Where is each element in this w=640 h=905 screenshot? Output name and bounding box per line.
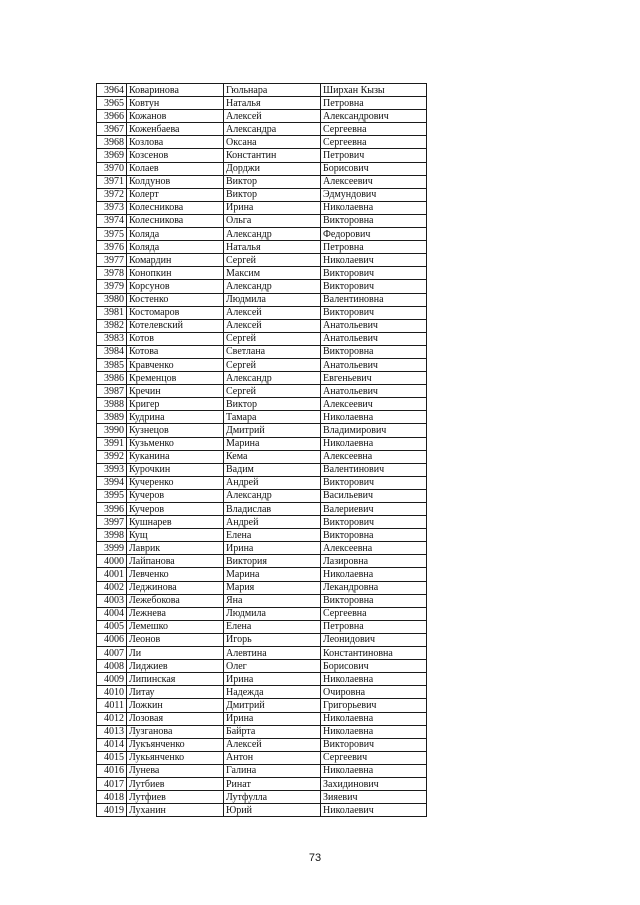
patronymic-cell: Алексеевич: [321, 175, 427, 188]
last-name-cell: Котова: [127, 345, 224, 358]
patronymic-cell: Анатольевич: [321, 332, 427, 345]
row-number-cell: 3970: [97, 162, 127, 175]
row-number-cell: 3988: [97, 398, 127, 411]
first-name-cell: Дмитрий: [224, 699, 321, 712]
patronymic-cell: Очировна: [321, 686, 427, 699]
table-row: [97, 188, 427, 201]
patronymic-cell: Сергеевна: [321, 607, 427, 620]
row-number-cell: 3986: [97, 372, 127, 385]
first-name-cell: Ирина: [224, 201, 321, 214]
last-name-cell: Луханин: [127, 804, 224, 817]
first-name-cell: Ирина: [224, 542, 321, 555]
first-name-cell: Марина: [224, 568, 321, 581]
table-body: [97, 84, 427, 817]
patronymic-cell: Викторовна: [321, 529, 427, 542]
patronymic-cell: Анатольевич: [321, 385, 427, 398]
patronymic-cell: Леонидович: [321, 633, 427, 646]
last-name-cell: Котелевский: [127, 319, 224, 332]
last-name-cell: Лежебокова: [127, 594, 224, 607]
table-row: [97, 633, 427, 646]
last-name-cell: Кушнарев: [127, 516, 224, 529]
page-number: 73: [308, 852, 322, 864]
last-name-cell: Козсенов: [127, 149, 224, 162]
table-row: [97, 319, 427, 332]
patronymic-cell: Васильевич: [321, 489, 427, 502]
first-name-cell: Виктория: [224, 555, 321, 568]
row-number-cell: 4014: [97, 738, 127, 751]
first-name-cell: Гюльнара: [224, 84, 321, 97]
row-number-cell: 3995: [97, 489, 127, 502]
table-row: [97, 385, 427, 398]
last-name-cell: Кременцов: [127, 372, 224, 385]
table-row: [97, 712, 427, 725]
first-name-cell: Светлана: [224, 345, 321, 358]
patronymic-cell: Викторович: [321, 476, 427, 489]
row-number-cell: 3975: [97, 228, 127, 241]
last-name-cell: Комардин: [127, 254, 224, 267]
row-number-cell: 3976: [97, 241, 127, 254]
last-name-cell: Колерт: [127, 188, 224, 201]
table-row: [97, 568, 427, 581]
patronymic-cell: Николаевна: [321, 764, 427, 777]
last-name-cell: Леджинова: [127, 581, 224, 594]
first-name-cell: Сергей: [224, 254, 321, 267]
patronymic-cell: Федорович: [321, 228, 427, 241]
table-row: [97, 372, 427, 385]
last-name-cell: Кожанов: [127, 110, 224, 123]
last-name-cell: Кучеров: [127, 503, 224, 516]
table-row: [97, 804, 427, 817]
last-name-cell: Лозовая: [127, 712, 224, 725]
first-name-cell: Ирина: [224, 712, 321, 725]
last-name-cell: Ли: [127, 647, 224, 660]
first-name-cell: Алексей: [224, 738, 321, 751]
row-number-cell: 4008: [97, 660, 127, 673]
row-number-cell: 3982: [97, 319, 127, 332]
table-row: [97, 529, 427, 542]
row-number-cell: 3968: [97, 136, 127, 149]
table-row: [97, 686, 427, 699]
row-number-cell: 3981: [97, 306, 127, 319]
table-row: [97, 764, 427, 777]
row-number-cell: 3966: [97, 110, 127, 123]
first-name-cell: Лутфулла: [224, 791, 321, 804]
last-name-cell: Лузганова: [127, 725, 224, 738]
row-number-cell: 4009: [97, 673, 127, 686]
table-row: [97, 214, 427, 227]
patronymic-cell: Викторовна: [321, 594, 427, 607]
row-number-cell: 3987: [97, 385, 127, 398]
first-name-cell: Константин: [224, 149, 321, 162]
first-name-cell: Алексей: [224, 319, 321, 332]
last-name-cell: Лиджиев: [127, 660, 224, 673]
first-name-cell: Елена: [224, 620, 321, 633]
patronymic-cell: Викторовна: [321, 345, 427, 358]
first-name-cell: Олег: [224, 660, 321, 673]
last-name-cell: Кравченко: [127, 358, 224, 371]
table-row: [97, 751, 427, 764]
row-number-cell: 4010: [97, 686, 127, 699]
first-name-cell: Елена: [224, 529, 321, 542]
table-row: [97, 398, 427, 411]
row-number-cell: 4017: [97, 777, 127, 790]
first-name-cell: Алексей: [224, 110, 321, 123]
table-row: [97, 777, 427, 790]
table-row: [97, 476, 427, 489]
table-row: [97, 175, 427, 188]
patronymic-cell: Петровна: [321, 620, 427, 633]
row-number-cell: 4000: [97, 555, 127, 568]
patronymic-cell: Николаевна: [321, 673, 427, 686]
table-row: [97, 555, 427, 568]
row-number-cell: 3974: [97, 214, 127, 227]
table-row: [97, 607, 427, 620]
table-row: [97, 489, 427, 502]
table-row: [97, 594, 427, 607]
row-number-cell: 3991: [97, 437, 127, 450]
row-number-cell: 3977: [97, 254, 127, 267]
table-row: [97, 280, 427, 293]
last-name-cell: Лутфиев: [127, 791, 224, 804]
table-row: [97, 162, 427, 175]
patronymic-cell: Захидинович: [321, 777, 427, 790]
first-name-cell: Кема: [224, 450, 321, 463]
first-name-cell: Виктор: [224, 398, 321, 411]
patronymic-cell: Григорьевич: [321, 699, 427, 712]
patronymic-cell: Николаевна: [321, 712, 427, 725]
first-name-cell: Дмитрий: [224, 424, 321, 437]
first-name-cell: Максим: [224, 267, 321, 280]
row-number-cell: 4015: [97, 751, 127, 764]
last-name-cell: Кучеренко: [127, 476, 224, 489]
patronymic-cell: Алексеевич: [321, 398, 427, 411]
table-row: [97, 424, 427, 437]
table-row: [97, 542, 427, 555]
first-name-cell: Байрта: [224, 725, 321, 738]
first-name-cell: Надежда: [224, 686, 321, 699]
last-name-cell: Липинская: [127, 673, 224, 686]
row-number-cell: 3973: [97, 201, 127, 214]
last-name-cell: Корсунов: [127, 280, 224, 293]
patronymic-cell: Викторович: [321, 306, 427, 319]
patronymic-cell: Викторович: [321, 280, 427, 293]
patronymic-cell: Анатольевич: [321, 319, 427, 332]
last-name-cell: Лаврик: [127, 542, 224, 555]
first-name-cell: Юрий: [224, 804, 321, 817]
table-row: [97, 97, 427, 110]
last-name-cell: Коваринова: [127, 84, 224, 97]
row-number-cell: 4007: [97, 647, 127, 660]
last-name-cell: Кудрина: [127, 411, 224, 424]
first-name-cell: Виктор: [224, 188, 321, 201]
patronymic-cell: Николаевна: [321, 411, 427, 424]
patronymic-cell: Сергеевич: [321, 751, 427, 764]
last-name-cell: Костомаров: [127, 306, 224, 319]
first-name-cell: Виктор: [224, 175, 321, 188]
row-number-cell: 3979: [97, 280, 127, 293]
first-name-cell: Марина: [224, 437, 321, 450]
row-number-cell: 3980: [97, 293, 127, 306]
row-number-cell: 3990: [97, 424, 127, 437]
first-name-cell: Ринат: [224, 777, 321, 790]
patronymic-cell: Николаевна: [321, 437, 427, 450]
patronymic-cell: Валериевич: [321, 503, 427, 516]
first-name-cell: Вадим: [224, 463, 321, 476]
patronymic-cell: Ширхан Кызы: [321, 84, 427, 97]
first-name-cell: Ольга: [224, 214, 321, 227]
last-name-cell: Кригер: [127, 398, 224, 411]
last-name-cell: Лежнева: [127, 607, 224, 620]
first-name-cell: Мария: [224, 581, 321, 594]
patronymic-cell: Николаевич: [321, 804, 427, 817]
first-name-cell: Дорджи: [224, 162, 321, 175]
first-name-cell: Игорь: [224, 633, 321, 646]
table-row: [97, 332, 427, 345]
first-name-cell: Андрей: [224, 476, 321, 489]
patronymic-cell: Константиновна: [321, 647, 427, 660]
last-name-cell: Лукъянченко: [127, 738, 224, 751]
last-name-cell: Лунева: [127, 764, 224, 777]
table-row: [97, 437, 427, 450]
first-name-cell: Алексей: [224, 306, 321, 319]
last-name-cell: Кузьменко: [127, 437, 224, 450]
first-name-cell: Оксана: [224, 136, 321, 149]
row-number-cell: 3983: [97, 332, 127, 345]
last-name-cell: Колаев: [127, 162, 224, 175]
first-name-cell: Андрей: [224, 516, 321, 529]
first-name-cell: Сергей: [224, 358, 321, 371]
first-name-cell: Александра: [224, 123, 321, 136]
first-name-cell: Тамара: [224, 411, 321, 424]
table-row: [97, 673, 427, 686]
table-row: [97, 254, 427, 267]
first-name-cell: Александр: [224, 228, 321, 241]
patronymic-cell: Викторович: [321, 267, 427, 280]
last-name-cell: Колдунов: [127, 175, 224, 188]
table-row: [97, 660, 427, 673]
last-name-cell: Левченко: [127, 568, 224, 581]
row-number-cell: 4002: [97, 581, 127, 594]
table-row: [97, 699, 427, 712]
row-number-cell: 4016: [97, 764, 127, 777]
first-name-cell: Александр: [224, 372, 321, 385]
first-name-cell: Александр: [224, 489, 321, 502]
row-number-cell: 3992: [97, 450, 127, 463]
last-name-cell: Лутбиев: [127, 777, 224, 790]
patronymic-cell: Анатольевич: [321, 358, 427, 371]
first-name-cell: Яна: [224, 594, 321, 607]
table-row: [97, 267, 427, 280]
row-number-cell: 3997: [97, 516, 127, 529]
table-row: [97, 228, 427, 241]
last-name-cell: Литау: [127, 686, 224, 699]
row-number-cell: 4006: [97, 633, 127, 646]
patronymic-cell: Владимирович: [321, 424, 427, 437]
table-row: [97, 516, 427, 529]
patronymic-cell: Петровна: [321, 241, 427, 254]
table-row: [97, 149, 427, 162]
patronymic-cell: Сергеевна: [321, 136, 427, 149]
last-name-cell: Лемешко: [127, 620, 224, 633]
last-name-cell: Коженбаева: [127, 123, 224, 136]
patronymic-cell: Алексеевна: [321, 542, 427, 555]
patronymic-cell: Эдмундович: [321, 188, 427, 201]
row-number-cell: 3964: [97, 84, 127, 97]
last-name-cell: Лайпанова: [127, 555, 224, 568]
last-name-cell: Кречин: [127, 385, 224, 398]
last-name-cell: Колесникова: [127, 201, 224, 214]
row-number-cell: 3984: [97, 345, 127, 358]
first-name-cell: Людмила: [224, 293, 321, 306]
patronymic-cell: Евгеньевич: [321, 372, 427, 385]
last-name-cell: Леонов: [127, 633, 224, 646]
last-name-cell: Козлова: [127, 136, 224, 149]
patronymic-cell: Викторович: [321, 738, 427, 751]
patronymic-cell: Викторович: [321, 516, 427, 529]
patronymic-cell: Сергеевна: [321, 123, 427, 136]
row-number-cell: 3969: [97, 149, 127, 162]
row-number-cell: 4001: [97, 568, 127, 581]
row-number-cell: 3967: [97, 123, 127, 136]
row-number-cell: 3985: [97, 358, 127, 371]
table-row: [97, 411, 427, 424]
last-name-cell: Ковтун: [127, 97, 224, 110]
last-name-cell: Кучеров: [127, 489, 224, 502]
patronymic-cell: Валентиновна: [321, 293, 427, 306]
row-number-cell: 3996: [97, 503, 127, 516]
row-number-cell: 3978: [97, 267, 127, 280]
row-number-cell: 4013: [97, 725, 127, 738]
row-number-cell: 3965: [97, 97, 127, 110]
first-name-cell: Алевтина: [224, 647, 321, 660]
row-number-cell: 4018: [97, 791, 127, 804]
patronymic-cell: Зияевич: [321, 791, 427, 804]
last-name-cell: Котов: [127, 332, 224, 345]
first-name-cell: Ирина: [224, 673, 321, 686]
first-name-cell: Антон: [224, 751, 321, 764]
first-name-cell: Сергей: [224, 332, 321, 345]
table-row: [97, 345, 427, 358]
row-number-cell: 3971: [97, 175, 127, 188]
last-name-cell: Костенко: [127, 293, 224, 306]
first-name-cell: Наталья: [224, 97, 321, 110]
row-number-cell: 3994: [97, 476, 127, 489]
table-row: [97, 450, 427, 463]
last-name-cell: Коляда: [127, 228, 224, 241]
last-name-cell: Курочкин: [127, 463, 224, 476]
patronymic-cell: Николаевна: [321, 201, 427, 214]
patronymic-cell: Борисович: [321, 162, 427, 175]
table-row: [97, 293, 427, 306]
table-row: [97, 725, 427, 738]
patronymic-cell: Лекандровна: [321, 581, 427, 594]
patronymic-cell: Петрович: [321, 149, 427, 162]
table-row: [97, 463, 427, 476]
patronymic-cell: Николаевна: [321, 568, 427, 581]
patronymic-cell: Николаевна: [321, 725, 427, 738]
row-number-cell: 4003: [97, 594, 127, 607]
row-number-cell: 3998: [97, 529, 127, 542]
table-row: [97, 110, 427, 123]
last-name-cell: Кущ: [127, 529, 224, 542]
first-name-cell: Наталья: [224, 241, 321, 254]
row-number-cell: 4005: [97, 620, 127, 633]
table-row: [97, 503, 427, 516]
people-table: [96, 83, 427, 817]
last-name-cell: Конопкин: [127, 267, 224, 280]
row-number-cell: 3993: [97, 463, 127, 476]
table-row: [97, 84, 427, 97]
row-number-cell: 4011: [97, 699, 127, 712]
last-name-cell: Куканина: [127, 450, 224, 463]
patronymic-cell: Петровна: [321, 97, 427, 110]
table-row: [97, 738, 427, 751]
first-name-cell: Галина: [224, 764, 321, 777]
patronymic-cell: Лазировна: [321, 555, 427, 568]
table-row: [97, 241, 427, 254]
last-name-cell: Коляда: [127, 241, 224, 254]
patronymic-cell: Борисович: [321, 660, 427, 673]
last-name-cell: Лукьянченко: [127, 751, 224, 764]
row-number-cell: 3972: [97, 188, 127, 201]
last-name-cell: Кузнецов: [127, 424, 224, 437]
row-number-cell: 4019: [97, 804, 127, 817]
patronymic-cell: Николаевич: [321, 254, 427, 267]
patronymic-cell: Алексеевна: [321, 450, 427, 463]
row-number-cell: 3999: [97, 542, 127, 555]
table-row: [97, 620, 427, 633]
table-row: [97, 201, 427, 214]
first-name-cell: Сергей: [224, 385, 321, 398]
first-name-cell: Людмила: [224, 607, 321, 620]
table-row: [97, 358, 427, 371]
patronymic-cell: Валентинович: [321, 463, 427, 476]
first-name-cell: Александр: [224, 280, 321, 293]
row-number-cell: 4004: [97, 607, 127, 620]
patronymic-cell: Александрович: [321, 110, 427, 123]
table-row: [97, 791, 427, 804]
last-name-cell: Колесникова: [127, 214, 224, 227]
table-row: [97, 306, 427, 319]
first-name-cell: Владислав: [224, 503, 321, 516]
patronymic-cell: Викторовна: [321, 214, 427, 227]
last-name-cell: Ложкин: [127, 699, 224, 712]
row-number-cell: 4012: [97, 712, 127, 725]
table-row: [97, 136, 427, 149]
table-row: [97, 647, 427, 660]
table-row: [97, 581, 427, 594]
row-number-cell: 3989: [97, 411, 127, 424]
table-row: [97, 123, 427, 136]
